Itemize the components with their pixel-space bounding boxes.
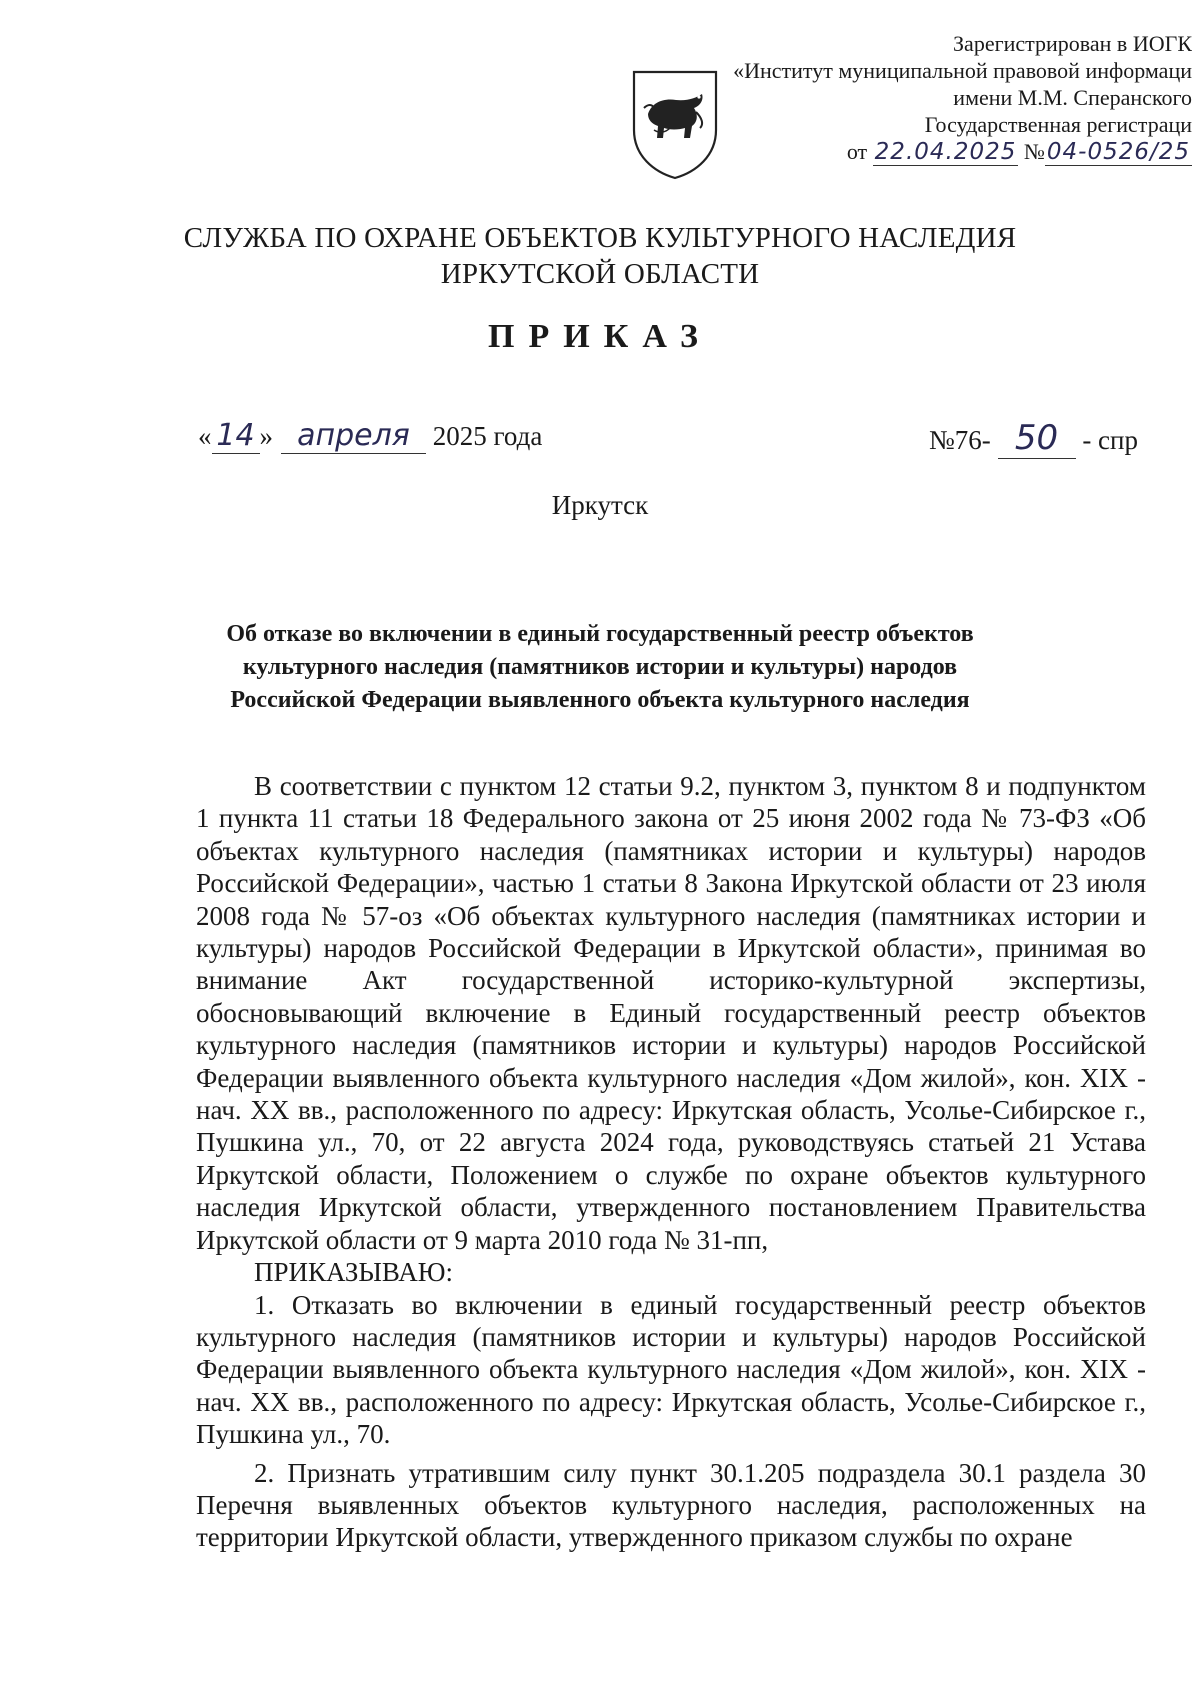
date-year: 2025 года	[432, 421, 543, 451]
registration-date: 22.04.2025	[874, 139, 1017, 165]
registration-line-1: Зарегистрирован в ИОГК	[953, 31, 1192, 56]
order-number-suffix: - спр	[1082, 425, 1138, 455]
order-date	[198, 418, 542, 454]
authority-line-2: ИРКУТСКОЙ ОБЛАСТИ	[440, 258, 760, 290]
subject-line-3: Российской Федерации выявленного объекта культурного наследия	[230, 687, 970, 713]
registration-date-prefix: от	[846, 139, 868, 164]
registration-line-3: имени М.М. Сперанского	[953, 85, 1192, 110]
preamble-paragraph: В соответствии с пунктом 12 статьи 9.2, пунктом 3, пунктом 8 и подпунктом 1 пункта 11 статьи 18 Федерального закона от 25 июня 2002 года № 73-ФЗ «Об объектах культурного наследия (памятниках истории и культуры) народов Российской Федерации», частью 1 статьи 8 Закона Иркутской области от 23 июля 2008 года № 57-оз «Об объектах культурного наследия (памятниках истории и культуры) народов Российской Федерации в Иркутской области», принимая во внимание Акт государственной историко-культурной экспертизы, обосновывающий включение в Единый государственный реестр объектов культурного наследия (памятников истории и культуры) народов Российской Федерации выявленного объекта культурного наследия «Дом жилой», кон. XIX - нач. XX вв., расположенного по адресу: Иркутская область, Усолье-Сибирское г., Пушкина ул., 70, от 22 августа 2024 года, руководствуясь статьей 21 Устава Иркутской области, Положением о службе по охране объектов культурного наследия Иркутской области, утвержденного постановлением Правительства Иркутской области от 9 марта 2010 года № 31-пп,	[196, 771, 1146, 1255]
order-item-1: 1. Отказать во включении в единый государственный реестр объектов культурного наследия (памятников истории и культуры) народов Российской Федерации выявленного объекта культурного наследия «Дом жилой», кон. XIX - нач. XX вв., расположенного по адресу: Иркутская область, Усолье-Сибирское г., Пушкина ул., 70.	[196, 1289, 1146, 1450]
date-day: 14	[212, 418, 260, 454]
order-subject	[170, 618, 1030, 717]
order-city: Иркутск	[551, 490, 649, 520]
subject-line-2: культурного наследия (памятников истории и культуры) народов	[242, 654, 958, 680]
authority-header	[0, 220, 1200, 292]
registration-line-4: Государственная регистраци	[924, 112, 1192, 137]
order-number-value: 50	[998, 418, 1076, 459]
command-word: ПРИКАЗЫВАЮ:	[254, 1257, 453, 1288]
registration-line-2: «Институт муниципальной правовой информаци	[733, 58, 1192, 83]
registration-stamp	[672, 30, 1192, 166]
order-item-2: 2. Признать утратившим силу пункт 30.1.205 подраздела 30.1 раздела 30 Перечня выявленных объектов культурного наследия, расположенных на территории Иркутской области, утвержденного приказом службы по охране	[196, 1457, 1146, 1553]
order-number-prefix: №76-	[929, 425, 991, 455]
registration-number-prefix: №	[1023, 139, 1045, 164]
coat-of-arms-icon	[630, 68, 720, 180]
order-number	[929, 418, 1138, 459]
registration-date-line	[672, 138, 1192, 166]
date-close-quote: »	[259, 421, 273, 451]
date-open-quote: «	[198, 421, 212, 451]
order-title: ПРИКАЗ	[488, 318, 712, 355]
registration-number: 04-0526/25	[1046, 139, 1190, 165]
subject-line-1: Об отказе во включении в единый государственный реестр объектов	[226, 621, 974, 647]
authority-line-1: СЛУЖБА ПО ОХРАНЕ ОБЪЕКТОВ КУЛЬТУРНОГО НАСЛЕДИЯ	[183, 222, 1017, 254]
order-body	[196, 770, 1146, 1554]
date-month: апреля	[281, 418, 426, 454]
